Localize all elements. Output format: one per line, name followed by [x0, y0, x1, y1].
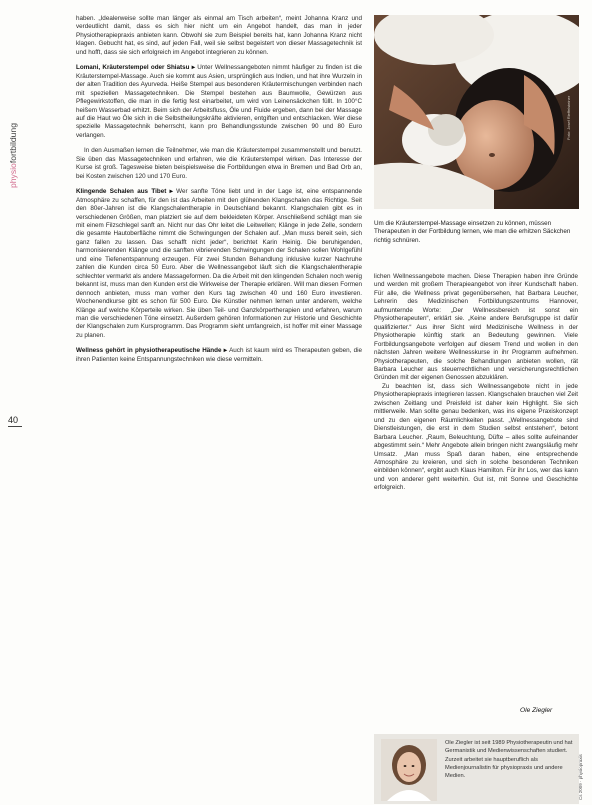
author-portrait [381, 739, 437, 801]
section-heading: Wellness gehört in physiotherapeutische Hände [76, 347, 222, 355]
paragraph [76, 15, 362, 57]
right-column [374, 273, 578, 493]
paragraph-text: Unter Wellnessangeboten nimmt häufiger zu finden ist die Kräuterstempel-Massage. Auch sie kommt aus Asien, ursprünglich aus Indien, und hat ihre Wurzeln in der alten Tradition des Ayurveda. Heiße Stempel aus besonderen Kräutermischungen verbinden nach mit speziellen Massagetechniken. Die Stempel bestehen aus Baumwolle, Gewürzen aus Pflegewirkstoffen, die man in die fertig fest einarbeitet, um wird von Leinensäckchen füllt. In 100°C heißem Wasserbad erhitzt. Beim sich der Arbeitsfluss, Öle und Fluide ergeben, dann bei der Massage auf die Haut wo Öle sich in die Selbstheilungskräfte aktivieren, entgiften und entschlacken. Wer diese spezielle Massagetechnik beherrscht, kann pro Behandlungsstunde zwischen 90 und 80 Euro verlangen. [76, 64, 362, 139]
heading-arrow: ▸ [221, 347, 230, 355]
paragraph-text: lichen Wellnessangebote machen. Diese Therapien haben ihre Gründe und werden mit großem Therapieangebot von ihrer Kundschaft haben. Für alle, die Wellness privat gegenübersehen, hat Barbara Leucher, Lehrerin des Medizinischen Fortbildungszentrums Hannover, aufmunternde Worte: „Der Wellnessbereich ist sonst ein Physiotherapeuten“, erklärt sie. „Keine andere Berufsgruppe ist dafür qualifizierter.“ Aus ihrer Sicht wird Medizinische Wellness in der Physiotherapie künftig stark an Bedeutung gewinnen. Viele Fortbildungsangebote verfolgen auf diesem Trend und wollen in den nächsten Jahren weitere Wellnesskurse in ihr Programm aufnehmen. Physiotherapeuten, die solche Behandlungen anbieten wollen, rät Barbara Leucher aus steuerrechtlichen und versicherungsrechtlichen Gründen mit der eigenen Genossen abzuklären. [374, 273, 578, 382]
photo-illustration [374, 15, 579, 209]
page-number: 40 [8, 415, 19, 425]
left-column [76, 15, 362, 364]
heading-arrow: ▸ [166, 188, 177, 196]
heading-arrow: ▸ [189, 64, 198, 72]
massage-photo [374, 15, 579, 209]
photo-credit: Foto: Josef Rieffelsteiner [566, 95, 571, 140]
paragraph [76, 64, 362, 140]
paragraph [76, 347, 362, 364]
page-number-rule [8, 426, 22, 427]
author-bio-text: Ole Ziegler ist seit 1989 Physiotherapeutin und hat Germanistik und Medienwissenschaften studiert. Zurzeit arbeitet sie hauptberuflich als Medienjournalistin für physiopraxis und andere Medien. [445, 740, 573, 780]
portrait-illustration [381, 739, 437, 801]
paragraph-text: In den Ausmaßen lernen die Teilnehmer, wie man die Kräuterstempel zusammenstellt und benutzt. Sie üben das Massagetechniken und erfahren, wie die Kräuterstempel wirken. Das Interesse der Kurse ist groß. Tagesweise bieten beispielsweise die Fortbildungen etwa in Bremen und Bad Orb an, bei Kosten zwischen 120 und 170 Euro. [76, 147, 362, 180]
side-code: Cs 2009 · physiopraxis [578, 754, 583, 800]
paragraph-text: Auch ist kaum wird es Therapeuten geben, die ihren Patienten keine Entspannungstechniken wie diese vermitteln. [76, 347, 363, 363]
section-heading: Lomani, Kräuterstempel oder Shiatsu [76, 64, 190, 72]
paragraph-text: Wer sanfte Töne liebt und in der Lage ist, eine entspannende Atmosphäre zu schaffen, für den ist das Arbeiten mit den glühenden Klangschalen das Richtige. Seit den 80er-Jahren ist die Klangschalentherapie in Deutschland bekannt. Klangschalen gibt es in verschiedenen Größen, man platziert sie auf dem bekleideten Körper. Anschließend schlägt man sie mit einem Filzschlegel sanft an. Nicht nur das Ohr leitet die Leitwellen; Klänge in jede Zelle, sondern die gesamte Hautoberfläche nimmt die Schwingungen der Schalen auf. „Man muss bereit sein, sich ganz fallen zu lassen. Das schafft nicht jeder“, berichtet Karin Heinig. Die beruhigenden, harmonisierenden Klänge und die sanften vibrierenden Schwingungen der Schalen sollen Wohlgefühl und eine Tiefenentspannung erzeugen. Für zwei Stunden Behandlung inklusive kurzer Nachruhe zahlen die Kunden circa 50 Euro. Aber die Wellnessangebot läuft sich die Klangschalentherapie schlechter vermarkt als andere Massageformen. Da die Arbeit mit den klingenden Schalen noch wenig bekannt ist, muss man den Kunden erst die Wirkweise der Therapie erklären. Will man diesen Formen dennoch anbieten, muss man vorher den Kurs tag zwischen 40 und 160 Euro investieren. Wochenendkurse gibt es schon für 500 Euro. Die Künstler nehmen lernen unter anderem, welche Klänge auf welche Körperteile wirken. Sie üben Teil- und Ganzkörpertherapien und erfahren, warum man die verschiedenen Töne einsetzt. Außerdem gehören Informationen zur Historie und Geschichte der Klangschalen zum Kursprogramm. Das Programm sieht umfangreich, ist hoffer mit einer Massage zu planen. [76, 188, 362, 339]
author-signature: Ole Ziegler [520, 707, 553, 714]
paragraph [76, 147, 362, 181]
paragraph [374, 273, 578, 383]
paragraph-text: Zu beachten ist, dass sich Wellnessangebote nicht in jede Physiotherapiepraxis integrieren lassen. Klangschalen brauchen viel Zeit zwischen Zeitlang und Preisfeld ist daher kein Highlight. Sie sich mittlerweile. Man sollte genau bedenken, was ins eigene Praxiskonzept und zu den eigenen Räumlichkeiten passt. „Wellnessangebote sind Dienstleistungen, die erst in dem Studien selbst entstehen“, betont Barbara Leucher. „Raum, Beleuchtung, Düfte – alles sollte aufeinander abgestimmt sein.“ Mehr Angebote allein bringen nicht zwangsläufig mehr Umsatz. „Man muss Spaß daran haben, eine entsprechende Atmosphäre zu kreieren, und sich in solche besonderen Techniken einbilden können“, ergibt auch Klaus Hamilton. Für ihr Los, wer das kann und von anderer geht weiterhin. Gut ist, mit Sonne und Geschichte erfolgreich. [374, 382, 578, 492]
paragraph [76, 188, 362, 340]
paragraph [374, 383, 578, 493]
running-head-suffix: fortbildung [8, 123, 18, 164]
running-head [6, 80, 24, 190]
paragraph-text: haben. „Idealerweise sollte man länger als einmal am Tisch arbeiten“, meint Johanna Kranz und verdeutlicht damit, dass es sich hier nicht um ein Angebot handelt, das man in jeder Physiotherapiepraxis anbieten kann. Obwohl sie zum Beispiel bereits hat, kann Johanna Kranz nicht klagen. Gebucht hat, es sind, auf jeden Fall, weil sie selbst begeistert von dieser Massagetechnik ist und hofft, dass sie sich erfolgreich im Angebot integrieren zu können. [76, 15, 362, 56]
section-heading: Klingende Schalen aus Tibet [76, 188, 167, 196]
running-head-prefix: physio [8, 163, 18, 188]
photo-caption: Um die Kräuterstempel-Massage einsetzen zu können, müssen Therapeuten in der Fortbildung lernen, wie man die erhitzen Säckchen richtig schnüren. [374, 220, 571, 244]
